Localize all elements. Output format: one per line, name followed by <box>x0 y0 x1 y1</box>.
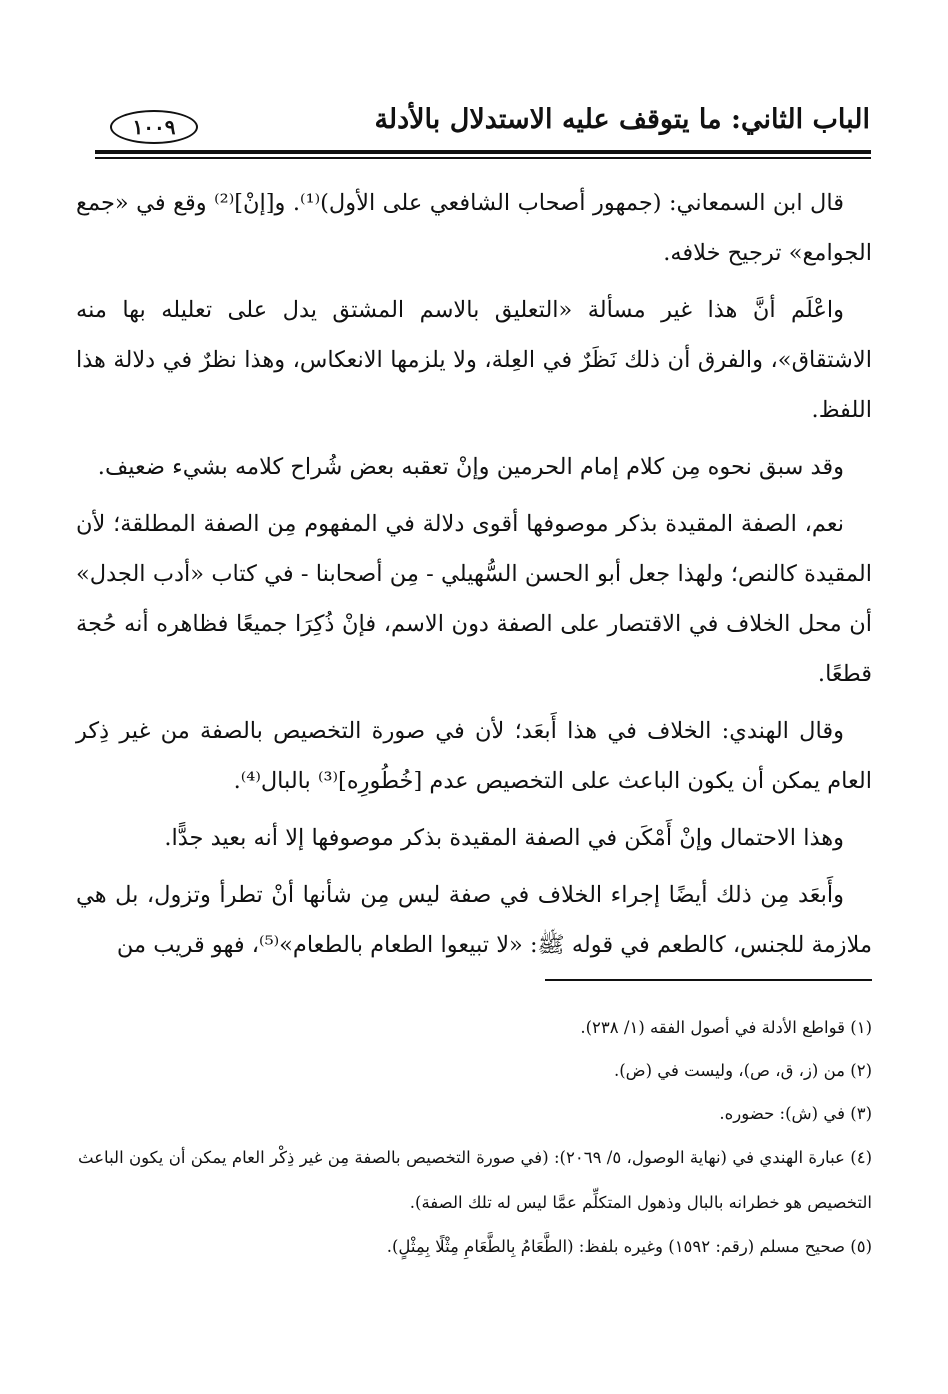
page-number-badge: ١٠٠٩ <box>110 110 198 144</box>
footnote: (٤) عبارة الهندي في (نهاية الوصول، ٥/ ٢٠٦٩): (في صورة التخصيص بالصفة مِن غير ذِكْر العام يمكن أن يكون الباعث التخصيص هو خطرانه بالبال وذهول المتكلِّم عمَّا ليس له تلك الصفة). <box>78 1148 872 1212</box>
header-divider <box>95 150 871 154</box>
paragraph: واعْلَم أنَّ هذا غير مسألة «التعليق بالاسم المشتق يدل على تعليله بها منه الاشتقاق»، والفرق أن ذلك نَظَرٌ في العِلة، ولا يلزمها الانعكاس، وهذا نظرٌ في دلالة هذا اللفظ. <box>76 297 872 423</box>
footnote: (٢) من (ز، ق، ص)، وليست في (ض). <box>613 1061 872 1080</box>
paragraph: وقد سبق نحوه مِن كلام إمام الحرمين وإنْ تعقبه بعض شُراح كلامه بشيء ضعيف. <box>97 454 844 480</box>
header-divider-thin <box>95 157 871 159</box>
footnote-separator <box>545 979 872 981</box>
footnote: (٣) في (ش): حضوره. <box>719 1104 872 1123</box>
paragraph: وأَبعَد مِن ذلك أيضًا إجراء الخلاف في صفة ليس مِن شأنها أنْ تطرأ وتزول، بل هي ملازمة للجنس، كالطعم في قوله ﷺ: «لا تبيعوا الطعام بالطعام»⁽⁵⁾، فهو قريب من <box>76 882 872 958</box>
chapter-title: الباب الثاني: ما يتوقف عليه الاستدلال بالأدلة <box>374 104 870 135</box>
main-text <box>76 178 872 977</box>
paragraph: قال ابن السمعاني: (جمهور أصحاب الشافعي على الأول)⁽¹⁾. و[إنْ]⁽²⁾ وقع في «جمع الجوامع» ترجيح خلافه. <box>76 190 872 266</box>
footnotes <box>78 1006 872 1268</box>
footnote: (١) قواطع الأدلة في أصول الفقه (١/ ٢٣٨). <box>580 1018 872 1037</box>
paragraph: وقال الهندي: الخلاف في هذا أَبعَد؛ لأن في صورة التخصيص بالصفة من غير ذِكر العام يمكن أن يكون الباعث على التخصيص عدم [خُطُورِه]⁽³⁾ بالبال⁽⁴⁾. <box>76 718 872 794</box>
paragraph: وهذا الاحتمال وإنْ أَمْكَن في الصفة المقيدة بذكر موصوفها إلا أنه بعيد جدًّا. <box>164 825 844 851</box>
page-header <box>80 100 870 148</box>
footnote: (٥) صحيح مسلم (رقم: ١٥٩٢) وغيره بلفظ: (الطَّعَامُ بِالطَّعَامِ مِثْلًا بِمِثْلٍ). <box>386 1237 872 1256</box>
paragraph: نعم، الصفة المقيدة بذكر موصوفها أقوى دلالة في المفهوم مِن الصفة المطلقة؛ لأن المقيدة كالنص؛ ولهذا جعل أبو الحسن السُّهيلي - مِن أصحابنا - في كتاب «أدب الجدل» أن محل الخلاف في الاقتصار على الصفة دون الاسم، فإنْ ذُكِرَا جميعًا فظاهره أنه حُجة قطعًا. <box>76 511 872 687</box>
